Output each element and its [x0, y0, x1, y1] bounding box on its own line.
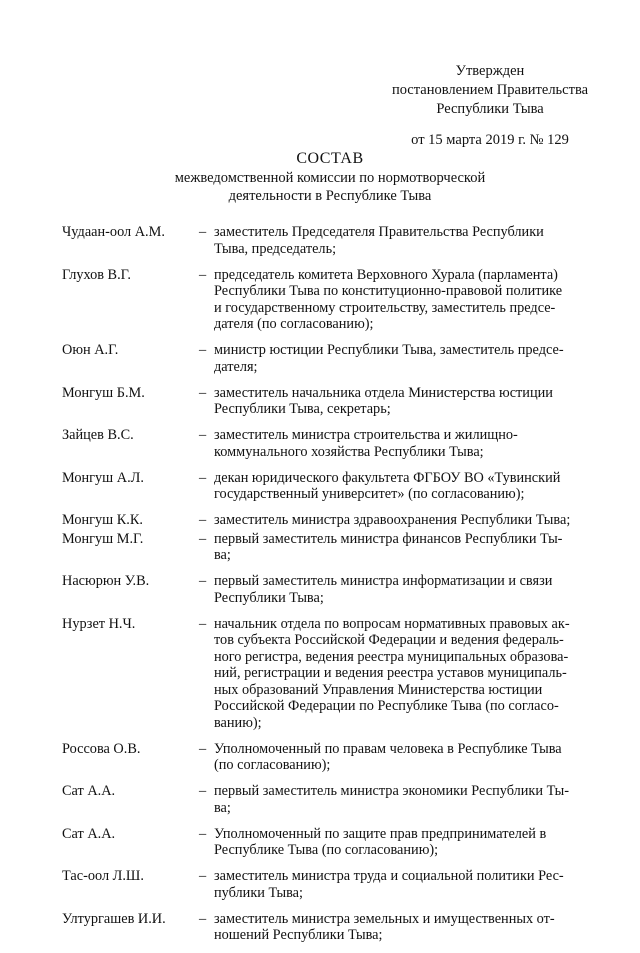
member-row — [62, 385, 602, 418]
member-name: Нурзет Н.Ч. — [62, 615, 136, 632]
document-title: СОСТАВ — [296, 150, 364, 167]
document-subtitle: межведомственной комиссии по нормотворческой — [174, 170, 486, 186]
member-dash: – — [199, 266, 207, 283]
member-row — [62, 342, 602, 375]
member-role: заместитель министра строительства и жилищно- коммунального хозяйства Республики Тыва; — [214, 427, 518, 460]
member-name: Монгуш К.К. — [62, 512, 143, 528]
member-row — [62, 868, 602, 901]
approval-line: Республики Тыва — [436, 101, 544, 117]
member-role: заместитель министра здравоохранения Республики Тыва; — [214, 512, 571, 528]
approval-line: постановлением Правительства — [391, 82, 589, 98]
member-name: Монгуш М.Г. — [62, 530, 144, 547]
member-row — [62, 573, 602, 606]
member-name: Тас-оол Л.Ш. — [62, 868, 144, 884]
member-role: декан юридического факультета ФГБОУ ВО «Тувинский государственный университет» (по согласованию); — [214, 469, 561, 502]
member-dash: – — [199, 615, 207, 632]
member-name: Оюн А.Г. — [62, 342, 119, 358]
member-role: заместитель начальника отдела Министерства юстиции Республики Тыва, секретарь; — [214, 384, 553, 417]
member-dash: – — [199, 512, 207, 528]
member-name: Монгуш Б.М. — [62, 384, 145, 401]
member-dash: – — [199, 469, 207, 486]
member-row — [62, 470, 602, 503]
member-row — [62, 531, 602, 564]
member-row — [62, 224, 602, 257]
member-row — [62, 741, 602, 774]
member-row — [62, 616, 602, 732]
member-row — [62, 826, 602, 859]
member-dash: – — [199, 573, 207, 589]
member-dash: – — [199, 868, 207, 884]
member-row — [62, 427, 602, 460]
document-heading — [120, 150, 540, 205]
member-name: Сат А.А. — [62, 783, 116, 799]
member-dash: – — [199, 910, 207, 927]
member-name: Зайцев В.С. — [62, 427, 134, 443]
approval-block — [360, 62, 620, 150]
member-name: Ултургашев И.И. — [62, 910, 166, 927]
member-dash: – — [199, 342, 207, 358]
member-row — [62, 267, 602, 333]
member-dash: – — [199, 783, 207, 799]
member-dash: – — [199, 224, 207, 240]
member-role: Уполномоченный по правам человека в Республике Тыва (по согласованию); — [214, 740, 562, 773]
member-dash: – — [199, 740, 207, 757]
member-name: Монгуш А.Л. — [62, 469, 144, 486]
member-role: Уполномоченный по защите прав предпринимателей в Республике Тыва (по согласованию); — [214, 825, 547, 858]
member-role: заместитель министра земельных и имущественных от- ношений Республики Тыва; — [214, 910, 555, 943]
member-dash: – — [199, 384, 207, 401]
member-row — [62, 783, 602, 816]
commission-roster — [62, 224, 602, 953]
member-role: заместитель министра труда и социальной политики Рес- публики Тыва; — [214, 868, 564, 901]
member-role: министр юстиции Республики Тыва, заместитель предсе- дателя; — [214, 342, 564, 375]
member-dash: – — [199, 530, 207, 547]
member-name: Россова О.В. — [62, 740, 141, 757]
approval-date: от 15 марта 2019 г. № 129 — [411, 132, 569, 148]
member-role: заместитель Председателя Правительства Республики Тыва, председатель; — [214, 224, 544, 257]
member-dash: – — [199, 825, 207, 842]
member-name: Глухов В.Г. — [62, 266, 131, 283]
member-role: первый заместитель министра финансов Республики Ты- ва; — [214, 530, 563, 563]
member-role: первый заместитель министра экономики Республики Ты- ва; — [214, 783, 569, 816]
member-name: Сат А.А. — [62, 825, 116, 842]
member-name: Чудаан-оол А.М. — [62, 224, 165, 240]
member-role: начальник отдела по вопросам нормативных правовых ак- тов субъекта Российской Федерации и ведения федераль- ного регистра, ведения реестра муниципальных образова- ний, регистрации и ведения реестра уставов муниципаль- ных образований Управления Министерства юстиции Российской Федерации по Республике Тыва (по согласо- ванию); — [214, 615, 570, 731]
member-role: первый заместитель министра информатизации и связи Республики Тыва; — [214, 573, 553, 606]
member-row — [62, 512, 602, 529]
member-role: председатель комитета Верховного Хурала (парламента) Республики Тыва по конституционно-правовой политике и государственному строительству, заместитель предсе- дателя (по согласованию); — [214, 266, 563, 332]
member-name: Насюрюн У.В. — [62, 573, 150, 589]
member-dash: – — [199, 427, 207, 443]
document-subtitle: деятельности в Республике Тыва — [228, 188, 432, 204]
approval-line: Утвержден — [455, 63, 525, 79]
member-row — [62, 911, 602, 944]
